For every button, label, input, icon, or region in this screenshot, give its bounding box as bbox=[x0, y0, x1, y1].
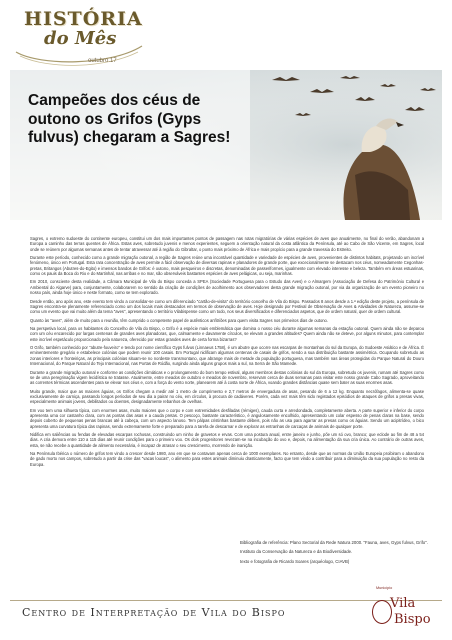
paragraph: Durante este período, conhecido como a grande migração outonal, a região de Sagres reúne uma incontável quantidade e variedade de espécies de aves, provenientes de distintos habitats, projetando um incrível fenómeno, único em Portugal. Esta rara concentração de aves permite a fácil observação de diversas rapinas e planadores de grande porte, que excecionalmente se destacam nos céus, nomeadamente Cegonhas-pretas, Britangos (Abutres-do-Egito) e imensos bandos de Grifos: é outono, mais pesqueiros e discretas, denominadas de passeriformes, igualmente com elevado interesse e beleza. Também em áreas estuarinas, como os pauis da Boca do Rio e do Martinhal, nas arribas e no mar, são observáveis bastantes espécies de aves pelágicas, ou seja, marinhas. bbox=[30, 255, 424, 276]
paragraph: O Grifo, também conhecido por "abutre-fouveiro" e tendo por nome científico Gyps fulvus (Linnaeus 1758), é um abutre que ocorre nas escarpas de montanhas do sul da Europa, do Sudoeste Asiático e de África. É eminentemente gregário e estabelece colónias que podem reunir 100 casais. Em Portugal nidificam algumas centenas de casais de grifos, sendo a sua distribuição bastante assimétrica. Ocupando sobretudo as zonas interiores e fronteiriças, as principais colónias situam-se no nordeste transmontano, que abrange mais de metade da população portuguesa, mas também nas áreas protegidas do Parque Natural do Douro Internacional, do Parque Natural do Tejo Internacional, nas Portas de Ródão, surgindo ainda alguns grupos mais a sul, na Serra de São Mamede. bbox=[30, 345, 424, 367]
article-title: Campeões dos céus de outono os Grifos (Gyps fulvus) chegaram a Sagres! bbox=[28, 92, 231, 146]
references bbox=[240, 540, 430, 568]
institute-line: Instituto da Conservação da Natureza e da Biodiversidade. bbox=[240, 549, 353, 555]
vila-do-bispo-logo bbox=[370, 584, 436, 636]
paragraph: Muito grande, maior que as maiores águias, os Grifos chegam a medir até 1 metro de comprimento e 2,7 metros de envergadura de asas, pesando de 6 a 12 kg. Enquanto necrófagos, alimenta-se quase exclusivamente de carniça, passando longos períodos de seu dia a pairar no céu, em círculos, à procura de cadáveres. Porém, cada vez mais têm sido registados episódios de ataques de grifos a presas vivas, especialmente animais jovens, debilitados ou doentes, designadamente rebanhos de ovelhas. bbox=[30, 388, 424, 405]
article-body bbox=[30, 236, 424, 470]
paragraph: Nidifica em saliências ou fendas de elevadas escarpas rochosas, construindo um ninho de gravetos e ervas. Com uma postura anual, entre janeiro e junho, põe um só ovo, branco; que eclode ao fim de 48 a 54 dias. A cria demora entre 110 a 115 dias até reunir condições para o primeiro voo. Os dois progenitores revezam-se na incubação do ovo e, depois, na alimentação da sua cria única. Ao contrário de outras aves, esta, se não recebe a quantidade de alimento necessária, é incapaz de atrasar o seu crescimento, morrendo de inanição. bbox=[30, 432, 424, 448]
paragraph: Desde então, ano após ano, este evento tem vindo a consolidar-se como um diferenciado "cartão-de-visita" do território concelho de Vila do Bispo. Passados 8 anos desde a 1.ª edição deste projeto, a península de Sagres encontra-se plenamente referenciado como um dos locais mais destacados em termos de observação de aves. Hoje designado por Festival de Observação de Aves & Atividades de Natureza, assume-se como um evento que vai muito além da tema "aves", apresentando o território Vilabispense como um todo, nos seus diversificados e diferenciados aspetos, que de ordem natural, quer de ordem cultural. bbox=[30, 298, 424, 315]
logo-line2: Bispo bbox=[394, 612, 431, 627]
masthead-logo bbox=[10, 6, 150, 88]
credit-line: texto e fotografia de Ricardo Soares (arquéologo, CIAVB) bbox=[240, 558, 350, 564]
paragraph: Durante a grande migração outonal e conforme as condições climáticas e o prolongamento do bom tempo estival, alguns membros destas colónias do sul da Europa, sobretudo os juvenis, rumam até Sagres como se de uma peregrinação vigem lecidística se tratasse. Atualmente, entre meados de outubro e meados de novembro, reservam cerca de duas semanas para visitar este nosso grande Cabo Sagrado, aproveitando as correntes térmicas ascendentes para se elevar nos céus e, com a força do vento norte, planearem até à costa norte de África, voando grandes distâncias quase sem bater as suas enormes asas. bbox=[30, 369, 424, 386]
logo-emblem-icon bbox=[372, 600, 392, 624]
paragraph: Sagres, o extremo sudoeste do continente europeu, constitui um dos mais importantes pontos de passagem nas rotas migratórias de várias espécies de aves que anualmente, no final do verão, abandonam a Europa a caminho das terras quentes de África. Estas aves, sobretudo juvenis e menos experientes, seguem a orientação natural da costa atlântica da Península, até ao Cabo de São Vicente, em Sagres, local onde se reúnem por algumas semanas antes de tentar atravessar até à região do Gibraltar, o ponto mais próximo de África e mais propício para a grande travessia do Estreito. bbox=[30, 236, 424, 252]
logo-municipio-label: Município bbox=[376, 586, 393, 590]
footer-center-name: Centro de Interpretação de Vila do Bispo bbox=[22, 606, 286, 619]
bibliography-line: Bibliografia de referência: Plano Sectorial da Rede Natura 2000. "Fauna, aves, Gyps fulvus, Grifo". bbox=[240, 540, 428, 545]
paragraph: Em voo tem uma silhueta típica, com enormes asas, muito maiores que o corpo e com extremidades desfiladas (rémiges), cauda curta e arredondada, completamente aberta. A parte superior e inferior do corpo apresenta uma cor castanho clara, com as pontas das asas e a cauda pretas. O pescoço, bastante característico, é angulosamente encolhido, apresentando um colar espesso de penas claras na base, sendo depois coberto de pequenas penas brancas até à cabeça, com um aspecto lanoso. Tem pálpas cristinhas bastante débeis, pois não as usa para agarrar as presas como os águias. Sendo um acipitrídeo, o bico apresenta uma curvatura típica das rapinas, sendo extremamente forte e preparado para a tarefa de descarnar e de explorar as entranhas de carcaças de animais de qualquer porte. bbox=[30, 407, 424, 429]
issue-date: outubro.17 bbox=[88, 58, 117, 64]
masthead-title: HISTÓRIA bbox=[24, 8, 143, 30]
logo-line1: Vila bbox=[390, 596, 416, 611]
paragraph: Quanto às "aves", além de muito para o reunião, têm cumprido o competente papel de autênticos anfitriões para quem visita Sagres nos primeiros dias de outono. bbox=[30, 317, 329, 323]
paragraph: Na Península Ibérica o número de grifos tem vindo a crescer desde 1980, ano em que se contavam apenas cerca de 1000 exemplares. No entanto, desde que as normas da União Europeia proibiram o abandono de gado morto nos campos, sobretudo a partir da crise das "vacas loucas", o alimento para estes animais diminuiu drasticamente, facto que tem vindo a contribuir para a diminuição da sua população no resto da Europa. bbox=[30, 451, 424, 467]
paragraph: Em 2010, consciente desta realidade, a Câmara Municipal de Vila do Bispo conceda a SPEA (Sociedade Portuguesa para o Estudo das Aves) e o Almargem (Associação de Defesa do Património Cultural e Ambiental do Algarve) para, conjuntamente, colaborarem no sentido da criação de condições de acolhimento aos observadores desta grande migração outonal, por via da organização de um evento pioneiro no nosso país, ainda hoje único e neste formato, como se tem explorado. bbox=[30, 279, 424, 296]
masthead-subtitle: do Mês bbox=[44, 28, 117, 49]
paragraph: Na perspetiva local, para os habitantes do Concelho de Vila do Bispo, o Grifo é a espécie mais emblemática que domina o nosso céu durante algumas semanas da estação outonal. Quem ainda não se deparou com um céu encarecido por largas centenas de grandes aves planadoras, que, calmamente e davamente círculos, se elevam a grandes altitudes? Quem ainda não se deteve, por alguns minutos, para contemplar este incrível espetáculo proporcionado pela natureza, oferecido por estas grandes aves de certa forma bizarras? bbox=[30, 326, 424, 342]
